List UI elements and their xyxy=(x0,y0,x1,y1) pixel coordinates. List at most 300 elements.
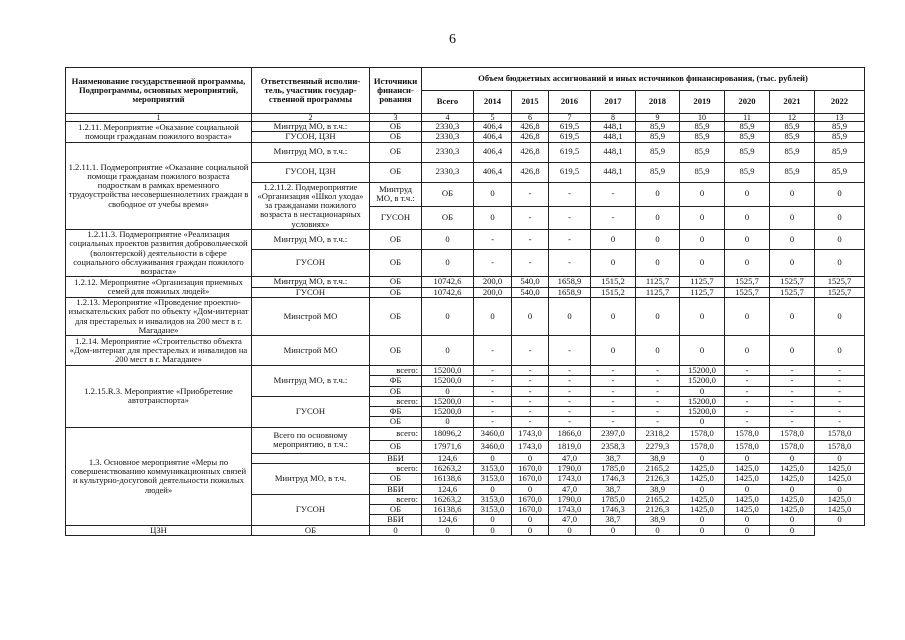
year-value-cell: - xyxy=(512,417,549,427)
year-value-cell: - xyxy=(815,376,865,386)
year-value-cell: 0 xyxy=(512,525,549,535)
year-value-cell: 1425,0 xyxy=(680,494,725,504)
year-value-cell: 1578,0 xyxy=(680,440,725,453)
year-value-cell: 0 xyxy=(680,297,725,335)
funding-source-cell: ОБ xyxy=(252,525,370,535)
header-source: Источники финанси-рования xyxy=(370,68,422,114)
year-value-cell: 0 xyxy=(725,484,770,494)
year-value-cell: 448,1 xyxy=(591,132,636,142)
responsible-cell: Минстрой МО xyxy=(252,297,370,335)
year-value-cell: 0 xyxy=(512,453,549,463)
header-year: 2019 xyxy=(680,91,725,114)
year-value-cell: 1746,3 xyxy=(591,474,636,484)
year-value-cell: 200,0 xyxy=(474,287,512,297)
year-value-cell: 2397,0 xyxy=(591,427,636,440)
header-total: Всего xyxy=(422,91,474,114)
year-value-cell: - xyxy=(512,182,549,206)
year-value-cell: 0 xyxy=(591,229,636,249)
total-value-cell: 0 xyxy=(370,525,422,535)
responsible-cell: ГУСОН xyxy=(252,287,370,297)
year-value-cell: 3153,0 xyxy=(474,505,512,515)
year-value-cell: - xyxy=(474,249,512,277)
year-value-cell: 0 xyxy=(474,515,512,525)
year-value-cell: - xyxy=(591,386,636,396)
year-value-cell: - xyxy=(549,417,591,427)
year-value-cell: 38,7 xyxy=(591,484,636,494)
year-value-cell: 1670,0 xyxy=(512,464,549,474)
year-value-cell: 1819,0 xyxy=(549,440,591,453)
year-value-cell: 85,9 xyxy=(680,122,725,132)
year-value-cell: 0 xyxy=(770,515,815,525)
year-value-cell: 0 xyxy=(770,453,815,463)
year-value-cell: 0 xyxy=(815,336,865,366)
funding-source-cell: всего: xyxy=(370,427,422,440)
year-value-cell: 0 xyxy=(680,525,725,535)
header-year: 2020 xyxy=(725,91,770,114)
year-value-cell: 1670,0 xyxy=(512,474,549,484)
funding-source-cell: ОБ xyxy=(370,297,422,335)
year-value-cell: 1578,0 xyxy=(725,440,770,453)
column-number: 6 xyxy=(512,114,549,122)
year-value-cell: 619,5 xyxy=(549,162,591,182)
year-value-cell: 1525,7 xyxy=(725,277,770,287)
year-value-cell: 1425,0 xyxy=(725,505,770,515)
header-year: 2014 xyxy=(474,91,512,114)
year-value-cell: 406,4 xyxy=(474,162,512,182)
year-value-cell: 0 xyxy=(725,515,770,525)
year-value-cell: 0 xyxy=(770,206,815,229)
year-value-cell: 0 xyxy=(474,525,512,535)
column-number: 4 xyxy=(422,114,474,122)
year-value-cell: 426,8 xyxy=(512,142,549,162)
year-value-cell: - xyxy=(815,386,865,396)
year-value-cell: 1125,7 xyxy=(636,287,680,297)
year-value-cell: - xyxy=(549,386,591,396)
year-value-cell: - xyxy=(591,417,636,427)
year-value-cell: - xyxy=(512,206,549,229)
year-value-cell: 0 xyxy=(680,206,725,229)
column-number: 10 xyxy=(680,114,725,122)
year-value-cell: - xyxy=(725,417,770,427)
table-row xyxy=(66,142,865,162)
year-value-cell: 406,4 xyxy=(474,132,512,142)
year-value-cell: 2358,3 xyxy=(591,440,636,453)
year-value-cell: 1525,7 xyxy=(770,277,815,287)
total-value-cell: 18096,2 xyxy=(422,427,474,440)
year-value-cell: 0 xyxy=(512,484,549,494)
funding-source-cell: ОБ xyxy=(370,132,422,142)
funding-source-cell: всего: xyxy=(370,396,422,406)
total-value-cell: 15200,0 xyxy=(422,366,474,376)
year-value-cell: - xyxy=(725,407,770,417)
year-value-cell: 1670,0 xyxy=(512,505,549,515)
responsible-cell: Минтруд МО, в т.ч. xyxy=(252,464,370,495)
year-value-cell: - xyxy=(636,376,680,386)
total-value-cell: 15200,0 xyxy=(422,407,474,417)
total-value-cell: 0 xyxy=(422,297,474,335)
year-value-cell: 2279,3 xyxy=(636,440,680,453)
year-value-cell: 0 xyxy=(591,249,636,277)
total-value-cell: 124,6 xyxy=(422,515,474,525)
year-value-cell: 0 xyxy=(770,229,815,249)
year-value-cell: 1578,0 xyxy=(680,427,725,440)
year-value-cell: 426,8 xyxy=(512,162,549,182)
year-value-cell: 1790,0 xyxy=(549,464,591,474)
year-value-cell: 1743,0 xyxy=(549,505,591,515)
year-value-cell: - xyxy=(770,407,815,417)
year-value-cell: 1425,0 xyxy=(815,474,865,484)
year-value-cell: 85,9 xyxy=(636,142,680,162)
year-value-cell: 0 xyxy=(680,336,725,366)
responsible-cell: Минтруд МО, в т.ч.: xyxy=(252,229,370,249)
year-value-cell: 0 xyxy=(636,297,680,335)
year-value-cell: 1425,0 xyxy=(680,464,725,474)
year-value-cell: 0 xyxy=(770,484,815,494)
year-value-cell: 426,8 xyxy=(512,132,549,142)
year-value-cell: 3460,0 xyxy=(474,440,512,453)
year-value-cell: - xyxy=(591,376,636,386)
year-value-cell: - xyxy=(591,366,636,376)
year-value-cell: - xyxy=(770,366,815,376)
funding-source-cell: ОБ xyxy=(370,386,422,396)
year-value-cell: 200,0 xyxy=(474,277,512,287)
year-value-cell: 1125,7 xyxy=(680,287,725,297)
year-value-cell: 1425,0 xyxy=(770,474,815,484)
year-value-cell: 47,0 xyxy=(549,453,591,463)
funding-source-cell: ФБ xyxy=(370,407,422,417)
year-value-cell: - xyxy=(474,366,512,376)
year-value-cell: - xyxy=(549,366,591,376)
year-value-cell: - xyxy=(770,376,815,386)
year-value-cell: 85,9 xyxy=(725,142,770,162)
year-value-cell: 1658,9 xyxy=(549,287,591,297)
year-value-cell: 38,9 xyxy=(636,484,680,494)
year-value-cell: 1525,7 xyxy=(770,287,815,297)
year-value-cell: - xyxy=(815,396,865,406)
year-value-cell: 0 xyxy=(591,336,636,366)
column-number: 2 xyxy=(252,114,370,122)
total-value-cell: 0 xyxy=(422,229,474,249)
year-value-cell: 0 xyxy=(815,229,865,249)
year-value-cell: - xyxy=(549,376,591,386)
year-value-cell: 2126,3 xyxy=(636,474,680,484)
activity-name-cell: 1.2.11.3. Подмероприятие «Реализация социальных проектов развития добровольческой (волонтерской) деятельности в сфере социального обслуживания граждан пожилого возраста» xyxy=(66,229,252,276)
year-value-cell: 0 xyxy=(815,297,865,335)
header-budget-group: Объем бюджетных ассигнований и иных источников финансирования, (тыс. рублей) xyxy=(422,68,865,91)
total-value-cell: 124,6 xyxy=(422,484,474,494)
year-value-cell: 1785,0 xyxy=(591,464,636,474)
year-value-cell: 85,9 xyxy=(770,132,815,142)
year-value-cell: 2126,3 xyxy=(636,505,680,515)
year-value-cell: 406,4 xyxy=(474,142,512,162)
year-value-cell: 0 xyxy=(770,182,815,206)
responsible-cell: Всего по основному мероприятию, в т.ч.: xyxy=(252,427,370,453)
year-value-cell: - xyxy=(549,407,591,417)
activity-name-cell: 1.2.11.2. Подмероприятие «Организация «Школ ухода» за гражданами пожилого возраста в нестационарных условиях» xyxy=(252,182,370,229)
table-row xyxy=(66,277,865,287)
year-value-cell: - xyxy=(591,407,636,417)
year-value-cell: 0 xyxy=(680,386,725,396)
year-value-cell: 0 xyxy=(680,484,725,494)
total-value-cell: 15200,0 xyxy=(422,376,474,386)
year-value-cell: 47,0 xyxy=(549,484,591,494)
year-value-cell: 0 xyxy=(815,515,865,525)
year-value-cell: - xyxy=(474,417,512,427)
year-value-cell: 0 xyxy=(636,249,680,277)
year-value-cell: - xyxy=(512,386,549,396)
year-value-cell: 0 xyxy=(474,453,512,463)
year-value-cell: - xyxy=(512,396,549,406)
year-value-cell: - xyxy=(725,386,770,396)
year-value-cell: 0 xyxy=(770,525,815,535)
year-value-cell: 1525,7 xyxy=(725,287,770,297)
year-value-cell: 0 xyxy=(422,525,474,535)
year-value-cell: 448,1 xyxy=(591,122,636,132)
year-value-cell: 85,9 xyxy=(725,162,770,182)
year-value-cell: - xyxy=(474,376,512,386)
funding-source-cell: ОБ xyxy=(370,249,422,277)
year-value-cell: 0 xyxy=(725,229,770,249)
year-value-cell: 0 xyxy=(770,336,815,366)
year-value-cell: 540,0 xyxy=(512,287,549,297)
year-value-cell: 47,0 xyxy=(549,515,591,525)
year-value-cell: 0 xyxy=(636,336,680,366)
responsible-cell: Минтруд МО, в т.ч.: xyxy=(252,277,370,287)
year-value-cell: 1746,3 xyxy=(591,505,636,515)
year-value-cell: 0 xyxy=(636,229,680,249)
year-value-cell: 1790,0 xyxy=(549,494,591,504)
responsible-cell: ЦЗН xyxy=(66,525,252,535)
year-value-cell: 1425,0 xyxy=(815,505,865,515)
header-name: Наименование государственной программы, Подпрограммы, основных мероприятий, мероприятий xyxy=(66,68,252,114)
table-row xyxy=(66,427,865,440)
year-value-cell: - xyxy=(591,206,636,229)
funding-source-cell: ОБ xyxy=(370,142,422,162)
responsible-cell: ГУСОН xyxy=(252,396,370,427)
year-value-cell: 85,9 xyxy=(680,162,725,182)
total-value-cell: 124,6 xyxy=(422,453,474,463)
funding-source-cell: ОБ xyxy=(370,417,422,427)
column-number: 11 xyxy=(725,114,770,122)
year-value-cell: 0 xyxy=(549,297,591,335)
column-number: 3 xyxy=(370,114,422,122)
total-value-cell: 0 xyxy=(422,386,474,396)
responsible-cell: Минтруд МО, в т.ч.: xyxy=(252,366,370,397)
funding-source-cell: ОБ xyxy=(370,162,422,182)
year-value-cell: 1425,0 xyxy=(770,464,815,474)
year-value-cell: 85,9 xyxy=(680,132,725,142)
responsible-cell xyxy=(252,453,370,463)
year-value-cell: 2165,2 xyxy=(636,464,680,474)
total-value-cell: 17971,6 xyxy=(422,440,474,453)
total-value-cell: 0 xyxy=(422,417,474,427)
year-value-cell: - xyxy=(636,407,680,417)
total-value-cell: 0 xyxy=(422,249,474,277)
column-number: 5 xyxy=(474,114,512,122)
year-value-cell: 0 xyxy=(512,297,549,335)
year-value-cell: - xyxy=(770,386,815,396)
year-value-cell: - xyxy=(512,366,549,376)
year-value-cell: 448,1 xyxy=(591,142,636,162)
year-value-cell: 1743,0 xyxy=(512,427,549,440)
year-value-cell: - xyxy=(725,376,770,386)
year-value-cell: 3460,0 xyxy=(474,427,512,440)
year-value-cell: 0 xyxy=(591,297,636,335)
column-number: 12 xyxy=(770,114,815,122)
total-value-cell: 10742,6 xyxy=(422,277,474,287)
year-value-cell: - xyxy=(725,396,770,406)
table-row xyxy=(66,366,865,376)
year-value-cell: 0 xyxy=(815,484,865,494)
year-value-cell: 3153,0 xyxy=(474,464,512,474)
year-value-cell: 1785,0 xyxy=(591,494,636,504)
year-value-cell: 1525,7 xyxy=(815,277,865,287)
page-number: 6 xyxy=(449,32,456,47)
year-value-cell: 3153,0 xyxy=(474,474,512,484)
year-value-cell: - xyxy=(474,407,512,417)
total-value-cell: 15200,0 xyxy=(422,396,474,406)
year-value-cell: 1125,7 xyxy=(680,277,725,287)
year-value-cell: 1125,7 xyxy=(636,277,680,287)
header-year: 2016 xyxy=(549,91,591,114)
year-value-cell: 1515,2 xyxy=(591,287,636,297)
year-value-cell: 1578,0 xyxy=(815,440,865,453)
year-value-cell: 0 xyxy=(725,249,770,277)
year-value-cell: 619,5 xyxy=(549,122,591,132)
year-value-cell: 406,4 xyxy=(474,122,512,132)
total-value-cell: 2330,3 xyxy=(422,142,474,162)
year-value-cell: - xyxy=(512,407,549,417)
year-value-cell: 0 xyxy=(474,484,512,494)
year-value-cell: 85,9 xyxy=(725,122,770,132)
funding-source-cell: ВБИ xyxy=(370,515,422,525)
column-number: 9 xyxy=(636,114,680,122)
year-value-cell: - xyxy=(549,182,591,206)
header-year: 2021 xyxy=(770,91,815,114)
year-value-cell: 85,9 xyxy=(680,142,725,162)
year-value-cell: 38,7 xyxy=(591,515,636,525)
year-value-cell: 15200,0 xyxy=(680,366,725,376)
year-value-cell: - xyxy=(770,417,815,427)
year-value-cell: 0 xyxy=(680,453,725,463)
year-value-cell: 0 xyxy=(680,417,725,427)
year-value-cell: - xyxy=(815,417,865,427)
year-value-cell: - xyxy=(815,366,865,376)
year-value-cell: 85,9 xyxy=(770,142,815,162)
funding-source-cell: ОБ xyxy=(370,287,422,297)
year-value-cell: - xyxy=(636,417,680,427)
funding-source-cell: ОБ xyxy=(422,206,474,229)
responsible-cell: Минтруд МО, в т.ч.: xyxy=(252,122,370,132)
year-value-cell: 0 xyxy=(474,297,512,335)
year-value-cell: 1670,0 xyxy=(512,494,549,504)
year-value-cell: 0 xyxy=(680,515,725,525)
column-number: 7 xyxy=(549,114,591,122)
year-value-cell: 85,9 xyxy=(725,132,770,142)
year-value-cell: 540,0 xyxy=(512,277,549,287)
year-value-cell: 1425,0 xyxy=(770,494,815,504)
funding-source-cell: ОБ xyxy=(370,336,422,366)
funding-source-cell: ОБ xyxy=(422,182,474,206)
year-value-cell: - xyxy=(549,336,591,366)
year-value-cell: 1743,0 xyxy=(549,474,591,484)
activity-name-cell: 1.2.11.1. Подмероприятие «Оказание социальной помощи гражданам пожилого возраста подросткам в рамках временного трудоустройства несовершеннолетних граждан в свободное от учебы время» xyxy=(66,142,252,229)
activity-name-cell: 1.3. Основное мероприятие «Меры по совершенствованию коммуникационных связей и культурно-досуговой деятельности пожилых людей» xyxy=(66,427,252,525)
funding-source-cell: всего: xyxy=(370,494,422,504)
year-value-cell: 0 xyxy=(725,206,770,229)
year-value-cell: - xyxy=(591,182,636,206)
year-value-cell: 15200,0 xyxy=(680,376,725,386)
activity-name-cell: 1.2.14. Мероприятие «Строительство объекта «Дом-интернат для престарелых и инвалидов на 200 мест в г. Магадане» xyxy=(66,336,252,366)
year-value-cell: - xyxy=(512,249,549,277)
year-value-cell: 448,1 xyxy=(591,162,636,182)
year-value-cell: 1578,0 xyxy=(770,427,815,440)
year-value-cell: - xyxy=(512,229,549,249)
year-value-cell: 15200,0 xyxy=(680,396,725,406)
responsible-cell: ГУСОН xyxy=(252,249,370,277)
year-value-cell: 0 xyxy=(815,182,865,206)
funding-source-cell: ОБ xyxy=(370,505,422,515)
year-value-cell: 85,9 xyxy=(636,132,680,142)
year-value-cell: 0 xyxy=(725,453,770,463)
year-value-cell: - xyxy=(512,336,549,366)
year-value-cell: 85,9 xyxy=(815,132,865,142)
year-value-cell: 38,7 xyxy=(591,453,636,463)
year-value-cell: 0 xyxy=(770,297,815,335)
table-row xyxy=(66,336,865,366)
year-value-cell: 1425,0 xyxy=(815,464,865,474)
year-value-cell: - xyxy=(474,396,512,406)
activity-name-cell: 1.2.15.R.3. Мероприятие «Приобретение автотранспорта» xyxy=(66,366,252,428)
year-value-cell: 2318,2 xyxy=(636,427,680,440)
year-value-cell: - xyxy=(815,407,865,417)
year-value-cell: 1578,0 xyxy=(815,427,865,440)
activity-name-cell: 1.2.13. Мероприятие «Проведение проектно-изыскательских работ по объекту «Дом-интернат для престарелых и инвалидов на 200 мест в г. Магадане» xyxy=(66,297,252,335)
total-value-cell: 16263,2 xyxy=(422,494,474,504)
year-value-cell: 1743,0 xyxy=(512,440,549,453)
year-value-cell: 85,9 xyxy=(770,122,815,132)
year-value-cell: 85,9 xyxy=(636,162,680,182)
year-value-cell: 1866,0 xyxy=(549,427,591,440)
total-value-cell: 16263,2 xyxy=(422,464,474,474)
year-value-cell: - xyxy=(591,396,636,406)
year-value-cell: 0 xyxy=(770,249,815,277)
year-value-cell: 85,9 xyxy=(770,162,815,182)
year-value-cell: - xyxy=(549,206,591,229)
activity-name-cell: 1.2.12. Мероприятие «Организация приемных семей для пожилых людей» xyxy=(66,277,252,298)
year-value-cell: 0 xyxy=(636,182,680,206)
year-value-cell: 0 xyxy=(815,249,865,277)
total-value-cell: 16138,6 xyxy=(422,505,474,515)
funding-source-cell: всего: xyxy=(370,366,422,376)
funding-source-cell: ОБ xyxy=(370,277,422,287)
responsible-cell: ГУСОН xyxy=(252,494,370,525)
year-value-cell: 85,9 xyxy=(815,162,865,182)
year-value-cell: 1578,0 xyxy=(770,440,815,453)
year-value-cell: 1578,0 xyxy=(725,427,770,440)
responsible-cell: ГУСОН, ЦЗН xyxy=(252,162,370,182)
total-value-cell: 16138,6 xyxy=(422,474,474,484)
year-value-cell: 0 xyxy=(636,206,680,229)
total-value-cell: 2330,3 xyxy=(422,122,474,132)
year-value-cell: 0 xyxy=(549,525,591,535)
year-value-cell: 1658,9 xyxy=(549,277,591,287)
year-value-cell: - xyxy=(474,386,512,396)
column-numbers-row xyxy=(66,114,865,122)
year-value-cell: 15200,0 xyxy=(680,407,725,417)
year-value-cell: 0 xyxy=(725,525,770,535)
year-value-cell: 0 xyxy=(725,336,770,366)
